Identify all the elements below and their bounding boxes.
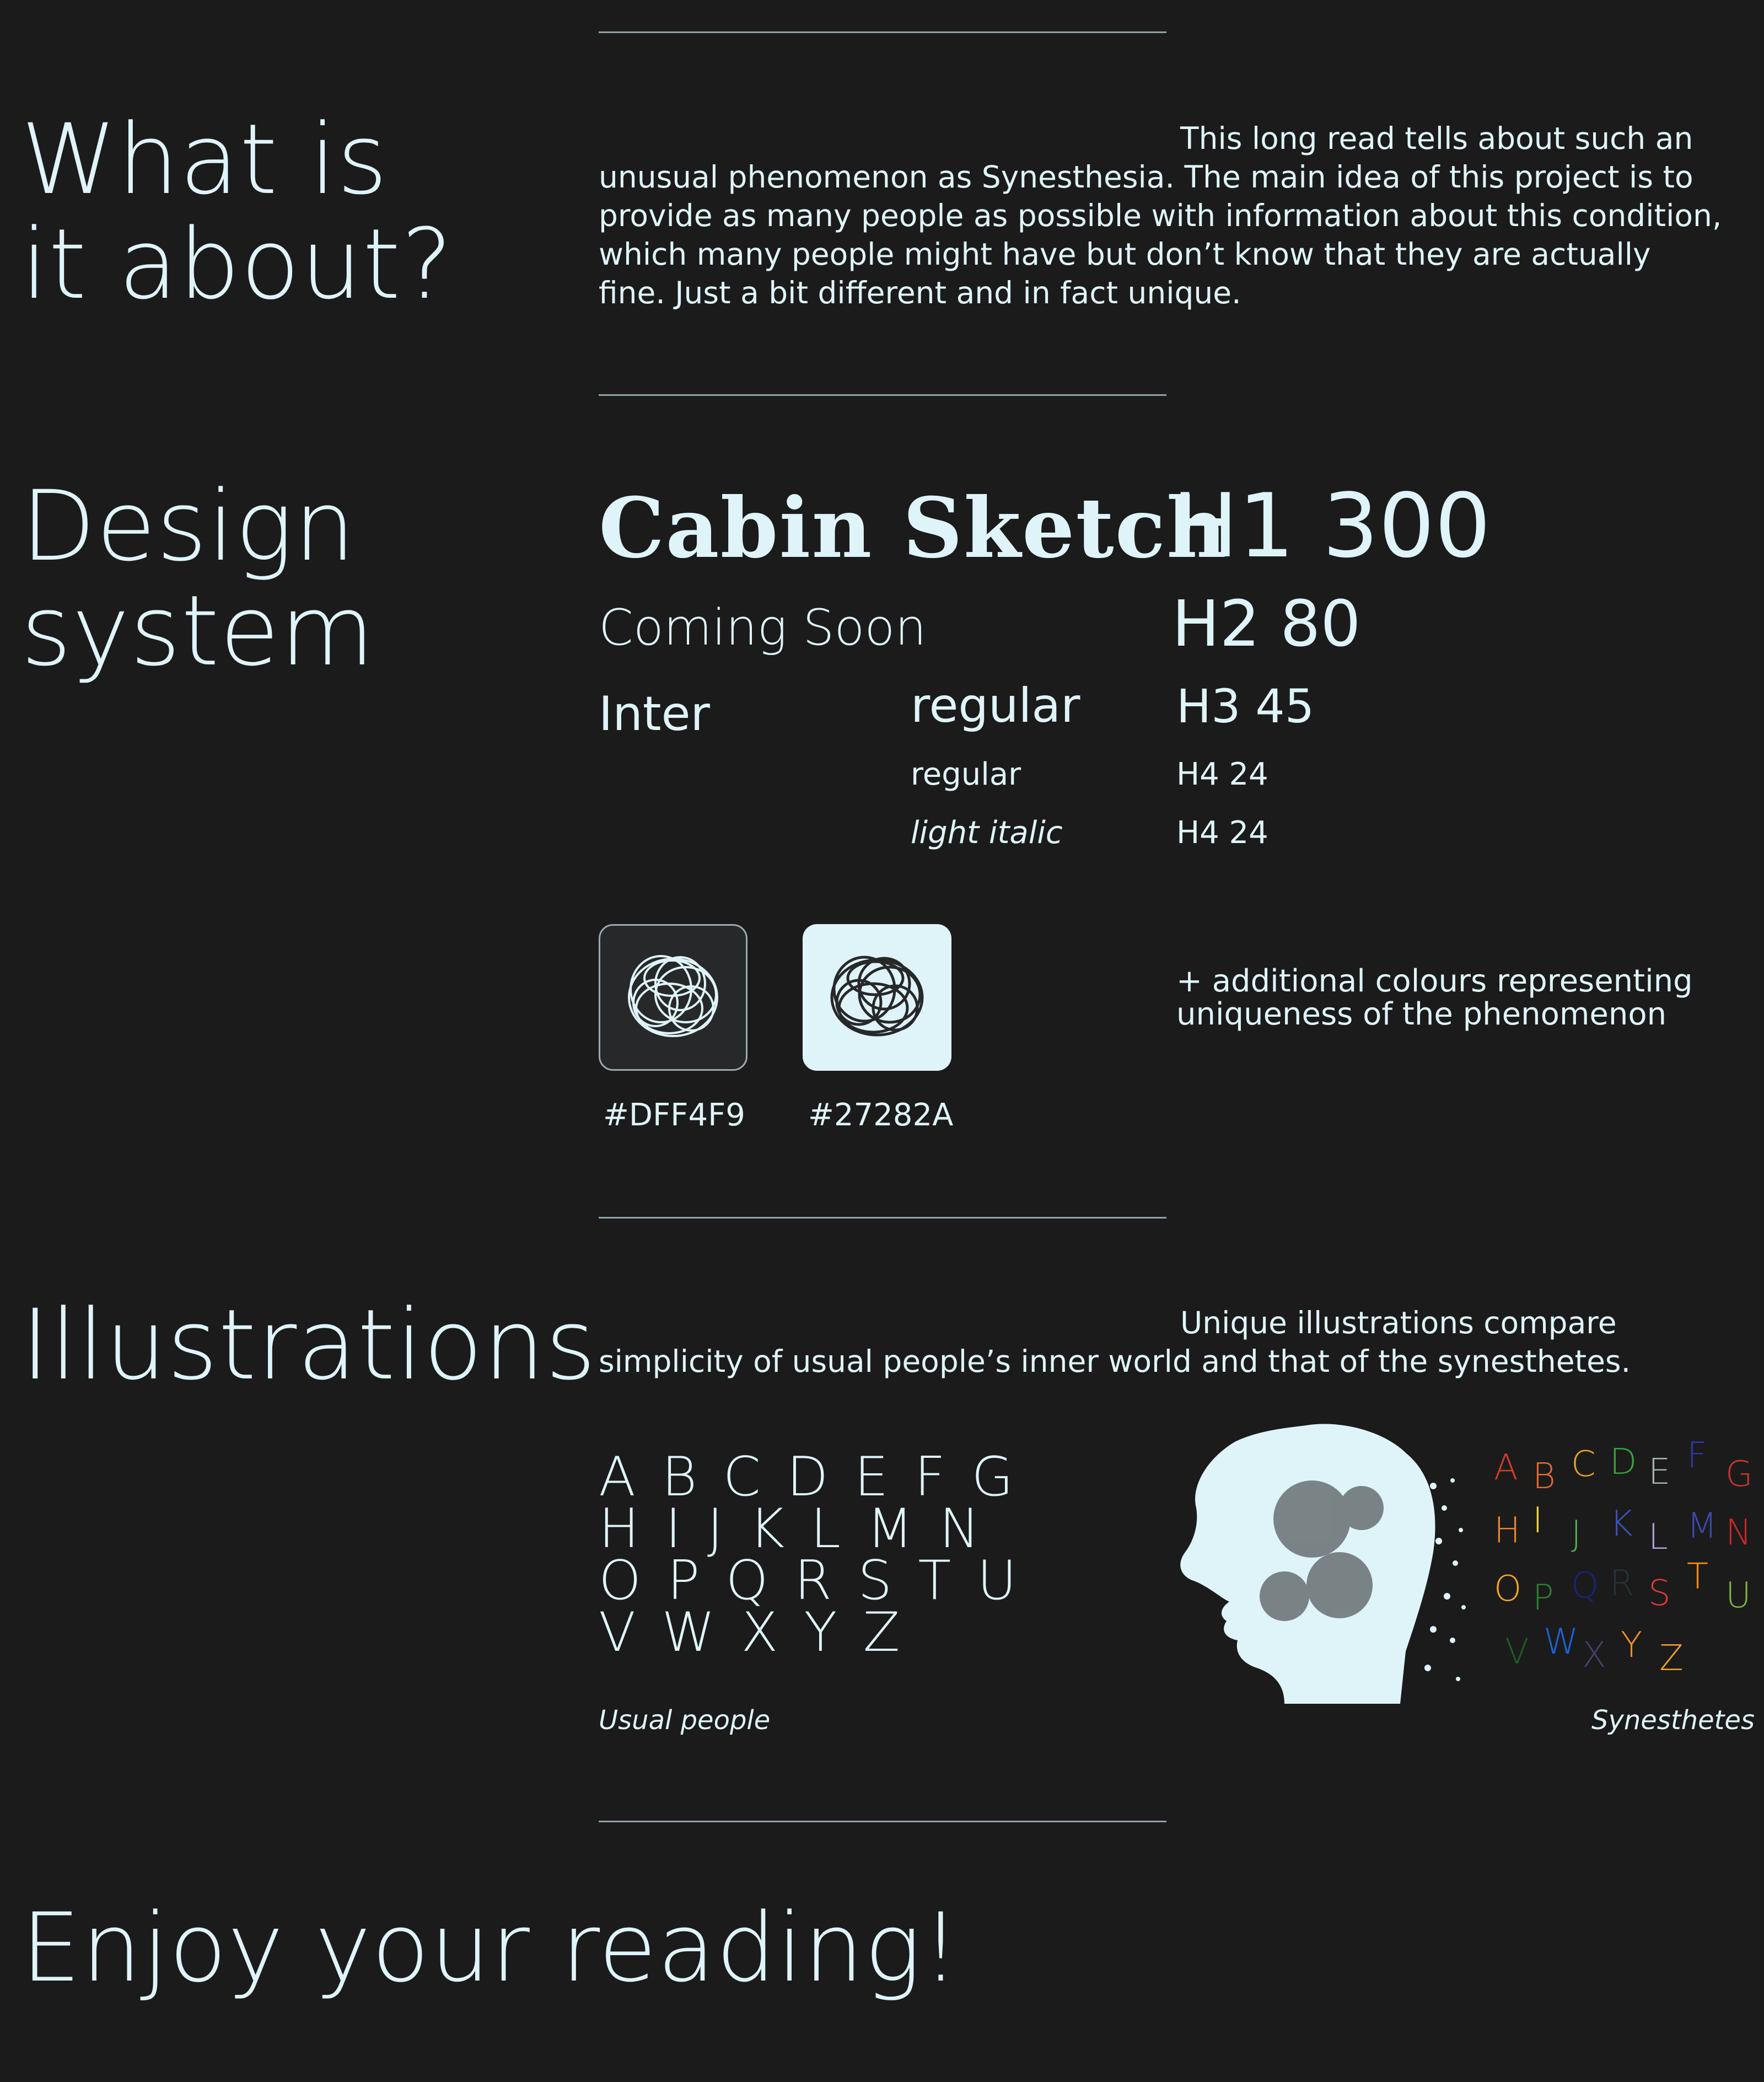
- synesthete-letter: Y: [1621, 1625, 1643, 1666]
- section-title-about: What is it about?: [21, 103, 454, 321]
- size-h1: H1 300: [1172, 474, 1491, 577]
- synesthete-letter: S: [1648, 1573, 1671, 1614]
- synesthete-letter: L: [1648, 1517, 1668, 1558]
- size-h4: H4 24: [1176, 756, 1268, 792]
- synesthete-letter: X: [1582, 1635, 1606, 1676]
- divider: [599, 1821, 1166, 1822]
- synesthete-letter: N: [1725, 1512, 1752, 1553]
- synesthete-letter: O: [1494, 1569, 1522, 1609]
- scribble-icon: [600, 926, 746, 1069]
- synesthete-letter: J: [1571, 1514, 1582, 1554]
- illustrations-text: Unique illustrations compare simplicity of usual people’s inner world and that of the synesthetes.: [599, 1305, 1631, 1379]
- weight-regular: regular: [911, 756, 1021, 792]
- synesthete-letter: P: [1532, 1577, 1554, 1618]
- synesthete-letter: A: [1494, 1447, 1518, 1488]
- synesthete-letter: M: [1687, 1506, 1718, 1547]
- divider: [599, 394, 1166, 396]
- caption-usual-people: Usual people: [599, 1705, 771, 1736]
- synesthete-letter: Z: [1659, 1638, 1684, 1679]
- synesthete-letter: V: [1505, 1632, 1529, 1672]
- synesthete-letter: K: [1610, 1504, 1633, 1544]
- font-sample-coming-soon: Coming Soon: [599, 599, 927, 657]
- synesthete-letter: T: [1687, 1557, 1709, 1597]
- synesthete-letter: H: [1494, 1510, 1521, 1551]
- synesthete-letter: R: [1610, 1563, 1634, 1604]
- synesthete-letter: B: [1532, 1456, 1556, 1497]
- section-title-illustrations: Illustrations: [21, 1289, 596, 1402]
- section-title-design: Design system: [21, 470, 375, 688]
- usual-alphabet: A B C D E F G H I J K L M N O P Q R S T U V W X Y Z: [599, 1446, 1021, 1664]
- swatch-label: #DFF4F9: [603, 1097, 745, 1133]
- colour-swatch-dark: [599, 924, 747, 1071]
- swatch-label: #27282A: [808, 1097, 954, 1133]
- synesthete-letter: C: [1571, 1444, 1596, 1485]
- divider: [599, 31, 1166, 33]
- scribble-icon: [803, 924, 951, 1071]
- synesthete-letter: Q: [1571, 1565, 1599, 1606]
- head-silhouette-illustration: [1174, 1420, 1472, 1707]
- synesthete-letter: W: [1544, 1622, 1579, 1662]
- colour-swatch-light: [803, 924, 951, 1071]
- size-h2: H2 80: [1172, 587, 1361, 661]
- divider: [599, 1217, 1166, 1219]
- caption-synesthetes: Synesthetes: [1591, 1705, 1755, 1736]
- about-text: This long read tells about such an unusual phenomenon as Synesthesia. The main idea of this project is to provide as many people as possible with information about this condition, which many people might have but don’t know that they are actually fine. Just a bit different and in fact unique.: [599, 121, 1722, 310]
- font-sample-inter: Inter: [599, 686, 710, 742]
- synesthete-letter: G: [1725, 1454, 1753, 1495]
- synesthete-letter: F: [1687, 1435, 1707, 1476]
- font-sample-cabin-sketch: Cabin Sketch: [599, 480, 1228, 577]
- weight-regular-large: regular: [911, 678, 1080, 733]
- additional-colours-note: + additional colours representing uniqueness of the phenomenon: [1176, 963, 1693, 1032]
- size-h3: H3 45: [1176, 679, 1315, 733]
- size-h4: H4 24: [1176, 815, 1268, 851]
- weight-light-italic: light italic: [911, 815, 1063, 851]
- synesthete-letter: E: [1648, 1452, 1671, 1493]
- closing-title: Enjoy your reading!: [21, 1892, 960, 2003]
- synesthete-letter: D: [1610, 1442, 1637, 1483]
- synesthete-letter: U: [1725, 1575, 1751, 1616]
- synesthete-letter: I: [1532, 1500, 1543, 1541]
